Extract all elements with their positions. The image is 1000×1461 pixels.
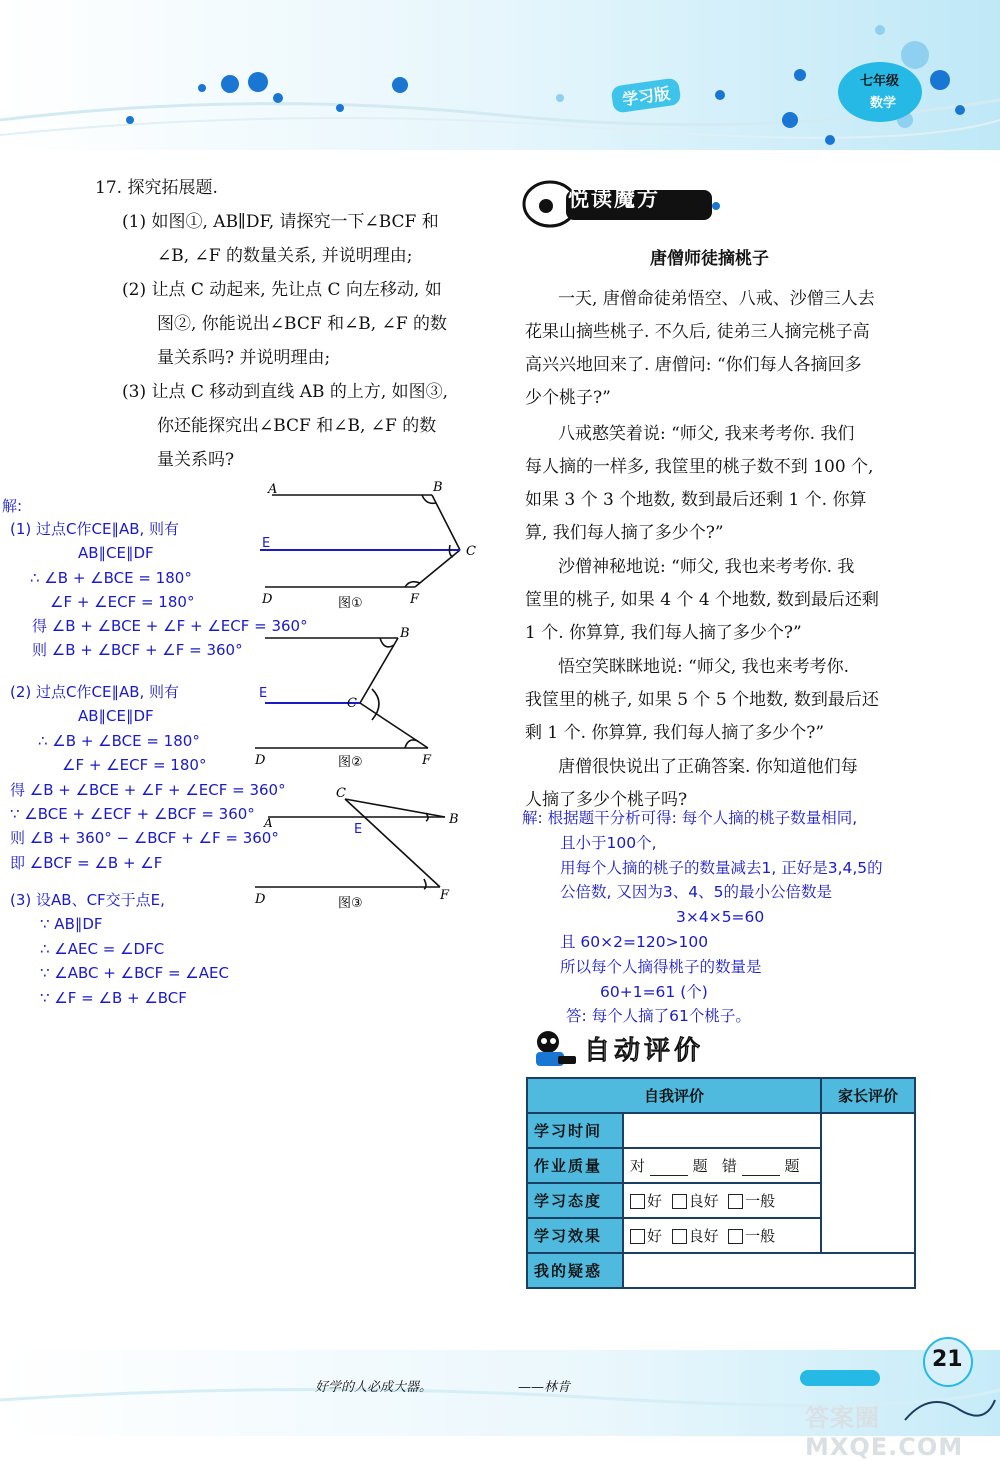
- correct-label: 对: [630, 1157, 646, 1175]
- checkbox-good[interactable]: [630, 1194, 645, 1209]
- row-label: 我的疑惑: [527, 1253, 623, 1288]
- option-label: 好: [647, 1227, 663, 1245]
- figure-3: [255, 799, 445, 889]
- solution-line: 且 60×2=120>100: [560, 933, 709, 951]
- story-line: 如果 3 个 3 个地数, 数到最后还剩 1 个. 你算: [525, 490, 867, 510]
- doubts-cell[interactable]: [623, 1253, 915, 1288]
- option-label: 良好: [688, 1192, 719, 1210]
- attitude-options: [623, 1183, 821, 1218]
- page-number: 21: [932, 1347, 963, 1372]
- mascot-icon: [528, 1028, 580, 1070]
- effect-options: [623, 1218, 821, 1253]
- solution-line: 解:: [2, 497, 23, 515]
- solution-line: 公倍数, 又因为3、4、5的最小公倍数是: [560, 883, 832, 901]
- label-C: C: [466, 544, 476, 559]
- problem-line: 你还能探究出∠BCF 和∠B, ∠F 的数: [157, 416, 437, 436]
- label-B: B: [449, 812, 459, 827]
- problem-line: 量关系吗?: [157, 450, 235, 470]
- problem-line: (2) 让点 C 动起来, 先让点 C 向左移动, 如: [122, 280, 442, 300]
- label-A: A: [268, 482, 278, 497]
- solution-line: 3×4×5=60: [676, 908, 765, 926]
- solution-line: AB∥CE∥DF: [78, 707, 154, 725]
- label-E: E: [354, 822, 363, 837]
- story-line: 筐里的桃子, 如果 4 个 4 个地数, 数到最后还剩: [525, 590, 879, 610]
- label-C: C: [347, 696, 357, 711]
- checkbox-average[interactable]: [728, 1194, 743, 1209]
- story-line: 悟空笑眯眯地说: “师父, 我也来考考你.: [558, 657, 850, 677]
- figure-caption: 图①: [338, 596, 363, 611]
- grade-label: 七年级: [860, 74, 900, 89]
- solution-line: 60+1=61 (个): [600, 983, 708, 1001]
- label-E: E: [259, 686, 268, 701]
- solution-line: ∵ ∠BCE + ∠ECF + ∠BCF = 360°: [10, 805, 255, 823]
- figure-caption: 图③: [338, 896, 363, 911]
- story-line: 人摘了多少个桃子吗?: [525, 790, 688, 810]
- solution-line: ∵ ∠F = ∠B + ∠BCF: [40, 989, 187, 1007]
- solution-line: 得 ∠B + ∠BCE + ∠F + ∠ECF = 360°: [32, 617, 308, 635]
- wrong-label: 错: [721, 1157, 737, 1175]
- label-A: A: [264, 816, 273, 830]
- row-label: 作业质量: [527, 1148, 623, 1183]
- footer-author: ——林肯: [518, 1380, 571, 1395]
- story-line: 算, 我们每人摘了多少个?”: [525, 523, 724, 543]
- story-line: 剩 1 个. 你算算, 我们每人摘了多少个?”: [525, 723, 825, 743]
- problem-line: (1) 如图①, AB∥DF, 请探究一下∠BCF 和: [122, 212, 439, 232]
- question-label: 题: [784, 1157, 800, 1175]
- story-title: 唐僧师徒摘桃子: [650, 249, 769, 269]
- checkbox-fine[interactable]: [672, 1194, 687, 1209]
- study-time-cell[interactable]: [623, 1113, 821, 1148]
- problem-line: (3) 让点 C 移动到直线 AB 的上方, 如图③,: [122, 382, 449, 402]
- parent-eval-header: 家长评价: [821, 1078, 915, 1113]
- evaluation-table: [526, 1077, 916, 1289]
- solution-line: 则 ∠B + ∠BCF + ∠F = 360°: [32, 641, 243, 659]
- solution-line: 所以每个人摘得桃子的数量是: [560, 958, 762, 976]
- problem-line: ∠B, ∠F 的数量关系, 并说明理由;: [157, 246, 413, 266]
- solution-line: ∵ ∠ABC + ∠BCF = ∠AEC: [40, 964, 229, 982]
- reading-section-title: 悦读魔方: [568, 187, 660, 211]
- solution-line: (1) 过点C作CE∥AB, 则有: [10, 520, 180, 538]
- solution-line: 即 ∠BCF = ∠B + ∠F: [10, 854, 163, 872]
- story-line: 沙僧神秘地说: “师父, 我也来考考你. 我: [558, 557, 855, 577]
- solution-line: ∴ ∠B + ∠BCE = 180°: [30, 569, 192, 587]
- figure-2: [255, 638, 428, 748]
- figure-1: [260, 495, 460, 587]
- solution-line: (3) 设AB、CF交于点E,: [10, 891, 165, 909]
- figure-caption: 图②: [338, 755, 363, 770]
- evaluation-title: 自动评价: [584, 1036, 705, 1066]
- problem-line: 量关系吗? 并说明理由;: [157, 348, 331, 368]
- story-line: 花果山摘些桃子. 不久后, 徒弟三人摘完桃子高: [525, 322, 870, 342]
- story-line: 我筐里的桃子, 如果 5 个 5 个地数, 数到最后还: [525, 690, 879, 710]
- label-D: D: [262, 592, 273, 607]
- watermark: 答案圈 MXQE.COM: [805, 1404, 964, 1461]
- row-label: 学习态度: [527, 1183, 623, 1218]
- row-label: 学习效果: [527, 1218, 623, 1253]
- label-B: B: [433, 480, 443, 495]
- correct-count-blank[interactable]: [650, 1161, 688, 1176]
- label-F: F: [440, 888, 450, 903]
- story-line: 1 个. 你算算, 我们每人摘了多少个?”: [525, 623, 802, 643]
- header-band: [0, 0, 1000, 170]
- question-label: 题: [692, 1157, 708, 1175]
- label-C: C: [336, 786, 346, 801]
- solution-line: 解: 根据题干分析可得: 每个人摘的桃子数量相同,: [522, 809, 858, 827]
- solution-line: ∠F + ∠ECF = 180°: [50, 593, 195, 611]
- checkbox-good[interactable]: [630, 1229, 645, 1244]
- solution-line: ∠F + ∠ECF = 180°: [62, 756, 207, 774]
- label-D: D: [255, 753, 266, 768]
- label-E: E: [262, 536, 271, 551]
- option-label: 良好: [688, 1227, 719, 1245]
- solution-line: 得 ∠B + ∠BCE + ∠F + ∠ECF = 360°: [10, 781, 286, 799]
- problem-line: 图②, 你能说出∠BCF 和∠B, ∠F 的数: [157, 314, 448, 334]
- option-label: 好: [647, 1192, 663, 1210]
- story-line: 唐僧很快说出了正确答案. 你知道他们每: [558, 757, 858, 777]
- solution-line: 答: 每个人摘了61个桃子。: [566, 1007, 751, 1025]
- label-F: F: [422, 753, 432, 768]
- row-label: 学习时间: [527, 1113, 623, 1148]
- story-line: 一天, 唐僧命徒弟悟空、八戒、沙僧三人去: [558, 289, 875, 309]
- homework-quality-cell: [623, 1148, 821, 1183]
- study-edition-badge: 学习版: [610, 77, 681, 113]
- solution-line: ∴ ∠B + ∠BCE = 180°: [38, 732, 200, 750]
- solution-line: 则 ∠B + 360° − ∠BCF + ∠F = 360°: [10, 829, 279, 847]
- label-B: B: [400, 626, 410, 641]
- problem-line: 17. 探究拓展题.: [95, 178, 218, 198]
- label-D: D: [255, 892, 266, 907]
- story-line: 少个桃子?”: [525, 388, 611, 408]
- solution-line: (2) 过点C作CE∥AB, 则有: [10, 683, 180, 701]
- parent-eval-cell[interactable]: [821, 1113, 915, 1253]
- solution-line: 用每个人摘的桃子的数量减去1, 正好是3,4,5的: [560, 859, 883, 877]
- option-label: 一般: [745, 1227, 776, 1245]
- footer-quote: 好学的人必成大器。: [315, 1380, 433, 1395]
- solution-line: AB∥CE∥DF: [78, 544, 154, 562]
- header-decoration: [0, 0, 1000, 170]
- story-line: 八戒憨笑着说: “师父, 我来考考你. 我们: [558, 424, 855, 444]
- story-line: 每人摘的一样多, 我筐里的桃子数不到 100 个,: [525, 457, 874, 477]
- subject-label: 数学: [870, 96, 897, 111]
- self-eval-header: 自我评价: [527, 1078, 821, 1113]
- label-F: F: [410, 592, 420, 607]
- geometry-figures: [250, 475, 490, 925]
- solution-line: ∴ ∠AEC = ∠DFC: [40, 940, 165, 958]
- checkbox-fine[interactable]: [672, 1229, 687, 1244]
- story-line: 高兴兴地回来了. 唐僧问: “你们每人各摘回多: [525, 355, 862, 375]
- wrong-count-blank[interactable]: [742, 1161, 780, 1176]
- checkbox-average[interactable]: [728, 1229, 743, 1244]
- option-label: 一般: [745, 1192, 776, 1210]
- solution-line: 且小于100个,: [560, 834, 657, 852]
- solution-line: ∵ AB∥DF: [40, 915, 103, 933]
